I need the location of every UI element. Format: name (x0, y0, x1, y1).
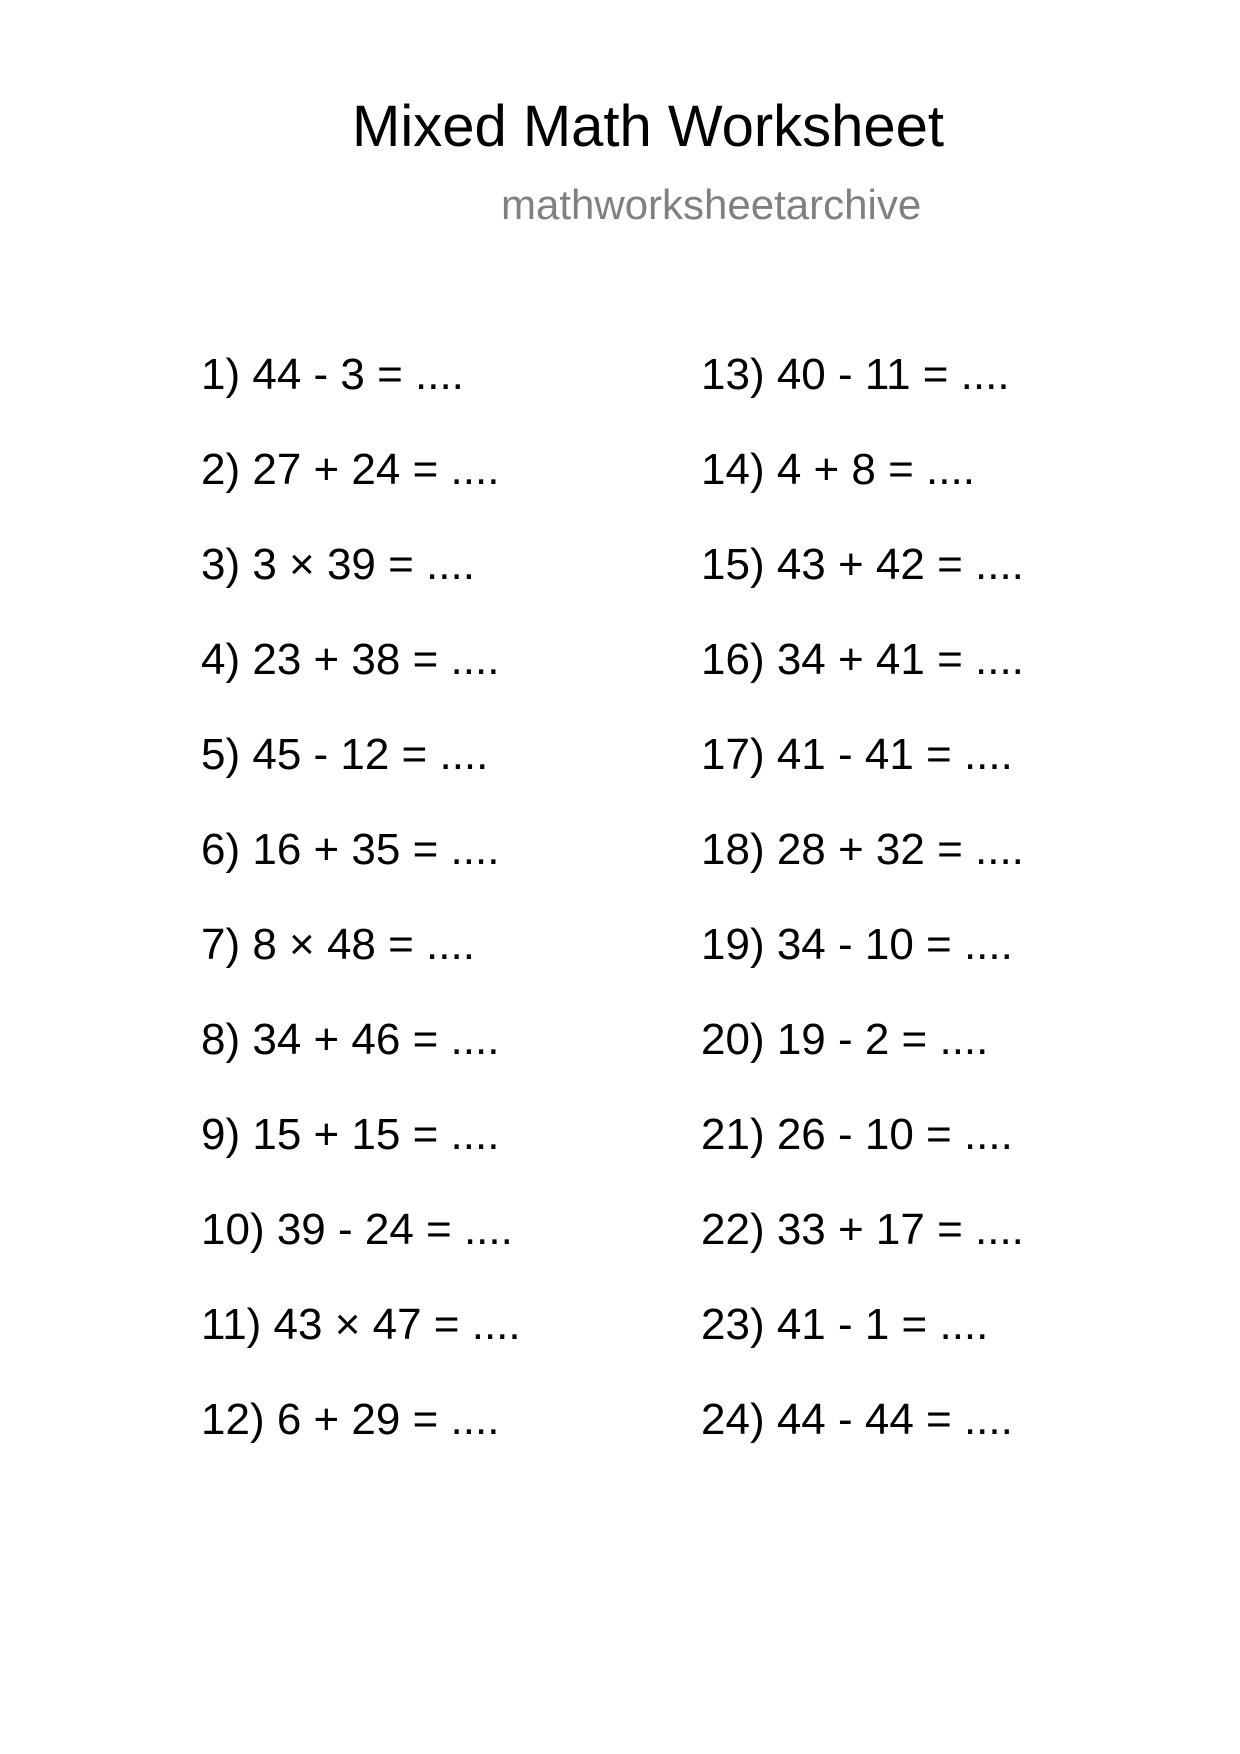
problem-item: 18) 28 + 32 = .... (701, 825, 1024, 874)
problem-item: 12) 6 + 29 = .... (201, 1395, 500, 1444)
problem-item: 4) 23 + 38 = .... (201, 635, 500, 684)
page-title: Mixed Math Worksheet (352, 94, 945, 159)
problem-item: 11) 43 × 47 = .... (201, 1300, 521, 1349)
problem-item: 17) 41 - 41 = .... (701, 730, 1013, 779)
problem-item: 5) 45 - 12 = .... (201, 730, 489, 779)
problem-item: 6) 16 + 35 = .... (201, 825, 500, 874)
source-label: mathworksheetarchive (501, 181, 922, 228)
problem-item: 20) 19 - 2 = .... (701, 1015, 989, 1064)
problem-item: 21) 26 - 10 = .... (701, 1110, 1013, 1159)
problem-column-left (201, 350, 521, 1493)
problem-item: 9) 15 + 15 = .... (201, 1110, 500, 1159)
problem-item: 22) 33 + 17 = .... (701, 1205, 1024, 1254)
problem-item: 15) 43 + 42 = .... (701, 540, 1024, 589)
problem-item: 10) 39 - 24 = .... (201, 1205, 513, 1254)
problem-item: 13) 40 - 11 = .... (701, 350, 1010, 399)
problem-item: 14) 4 + 8 = .... (701, 445, 975, 494)
problem-item: 16) 34 + 41 = .... (701, 635, 1024, 684)
problem-item: 24) 44 - 44 = .... (701, 1395, 1013, 1444)
problem-item: 1) 44 - 3 = .... (201, 350, 464, 399)
problem-item: 19) 34 - 10 = .... (701, 920, 1013, 969)
problem-item: 2) 27 + 24 = .... (201, 445, 500, 494)
problem-item: 3) 3 × 39 = .... (201, 540, 475, 589)
problem-item: 7) 8 × 48 = .... (201, 920, 475, 969)
problem-item: 23) 41 - 1 = .... (701, 1300, 989, 1349)
problem-column-right (701, 350, 1024, 1493)
problem-item: 8) 34 + 46 = .... (201, 1015, 500, 1064)
